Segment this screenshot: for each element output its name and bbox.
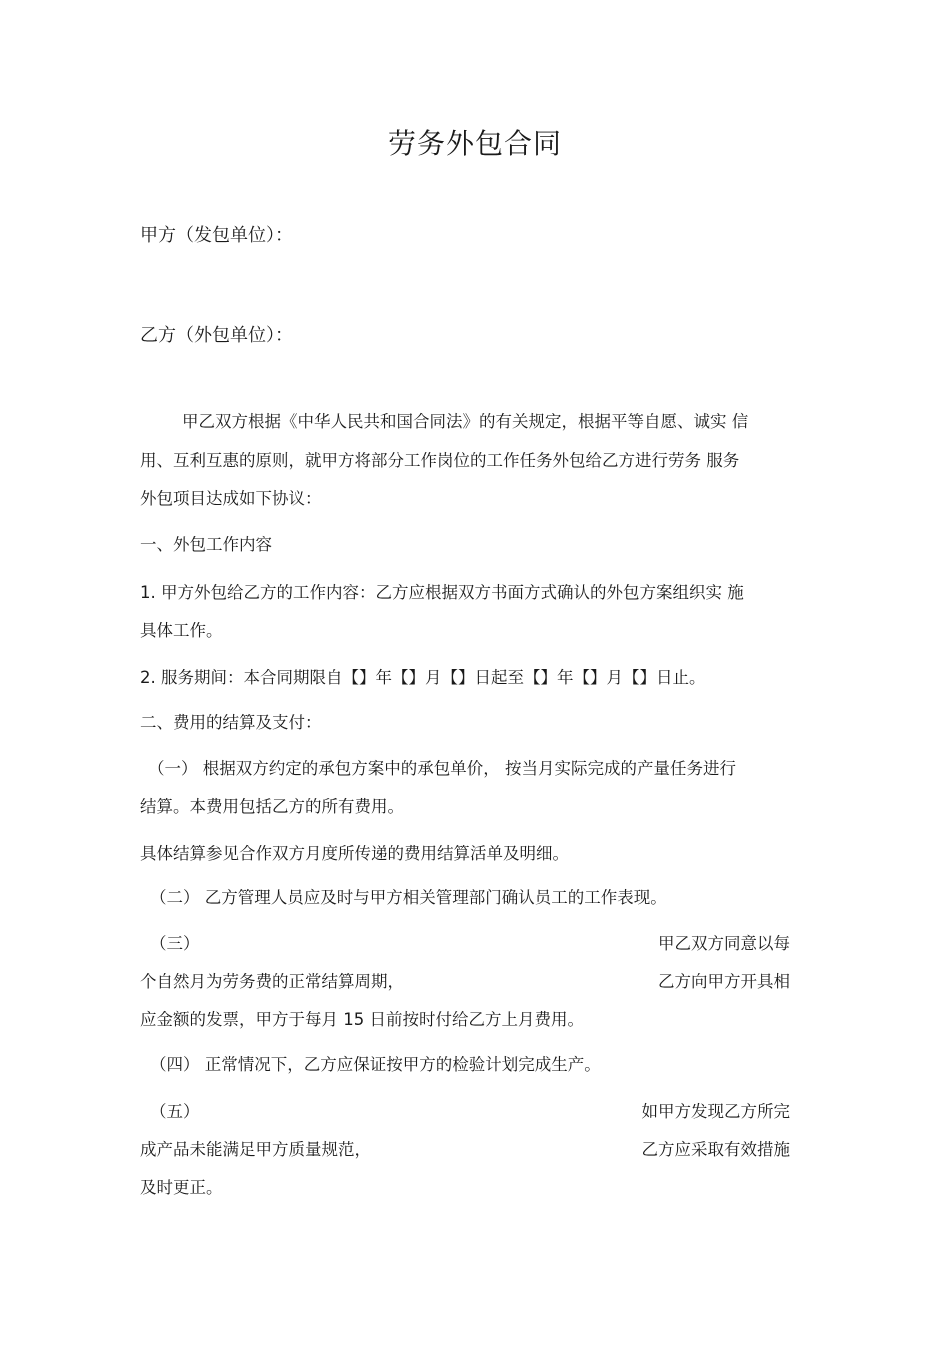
clause-2: （二） 乙方管理人员应及时与甲方相关管理部门确认员工的工作表现。 xyxy=(150,888,667,907)
clause-4: （四） 正常情况下，乙方应保证按甲方的检验计划完成生产。 xyxy=(150,1055,601,1074)
clause-5-right-2: 乙方应采取有效措施 xyxy=(641,1140,790,1159)
intro-line-1: 甲乙双方根据《中华人民共和国合同法》的有关规定，根据平等自愿、诚实 信 xyxy=(182,412,749,431)
clause-5-left-2: 成产品未能满足甲方质量规范， xyxy=(140,1140,371,1159)
intro-line-2: 用、互利互惠的原则，就甲方将部分工作岗位的工作任务外包给乙方进行劳务 服务 xyxy=(140,451,740,470)
section-1-item-1-line-2: 具体工作。 xyxy=(140,621,223,640)
clause-5-right-1: 如甲方发现乙方所完 xyxy=(641,1102,790,1121)
document-title: 劳务外包合同 xyxy=(387,127,562,160)
party-b-label: 乙方（外包单位）： xyxy=(140,325,293,346)
clause-5-line-3: 及时更正。 xyxy=(140,1178,223,1197)
section-1-item-1-line-1: 1. 甲方外包给乙方的工作内容：乙方应根据双方书面方式确认的外包方案组织实 施 xyxy=(140,583,744,602)
clause-3-left-2: 个自然月为劳务费的正常结算周期， xyxy=(140,972,404,991)
clause-1-line-1: （一） 根据双方约定的承包方案中的承包单价， 按当月实际完成的产量任务进行 xyxy=(148,759,736,778)
intro-line-3: 外包项目达成如下协议： xyxy=(140,489,322,508)
clause-1-line-2: 结算。本费用包括乙方的所有费用。 xyxy=(140,797,404,816)
section-1-heading: 一、外包工作内容 xyxy=(140,535,272,554)
clause-3-label: （三） xyxy=(150,934,200,953)
section-2-heading: 二、费用的结算及支付： xyxy=(140,713,322,732)
party-a-label: 甲方（发包单位）： xyxy=(140,225,293,246)
clause-3-right-1: 甲乙双方同意以每 xyxy=(658,934,790,953)
clause-3-line-3: 应金额的发票，甲方于每月 15 日前按时付给乙方上月费用。 xyxy=(140,1010,584,1029)
clause-5-label: （五） xyxy=(150,1102,200,1121)
section-1-item-2: 2. 服务期间：本合同期限自【】年【】月【】日起至【】年【】月【】日止。 xyxy=(140,668,706,687)
clause-3-right-2: 乙方向甲方开具相 xyxy=(658,972,790,991)
clause-1-extra: 具体结算参见合作双方月度所传递的费用结算活单及明细。 xyxy=(140,844,569,863)
